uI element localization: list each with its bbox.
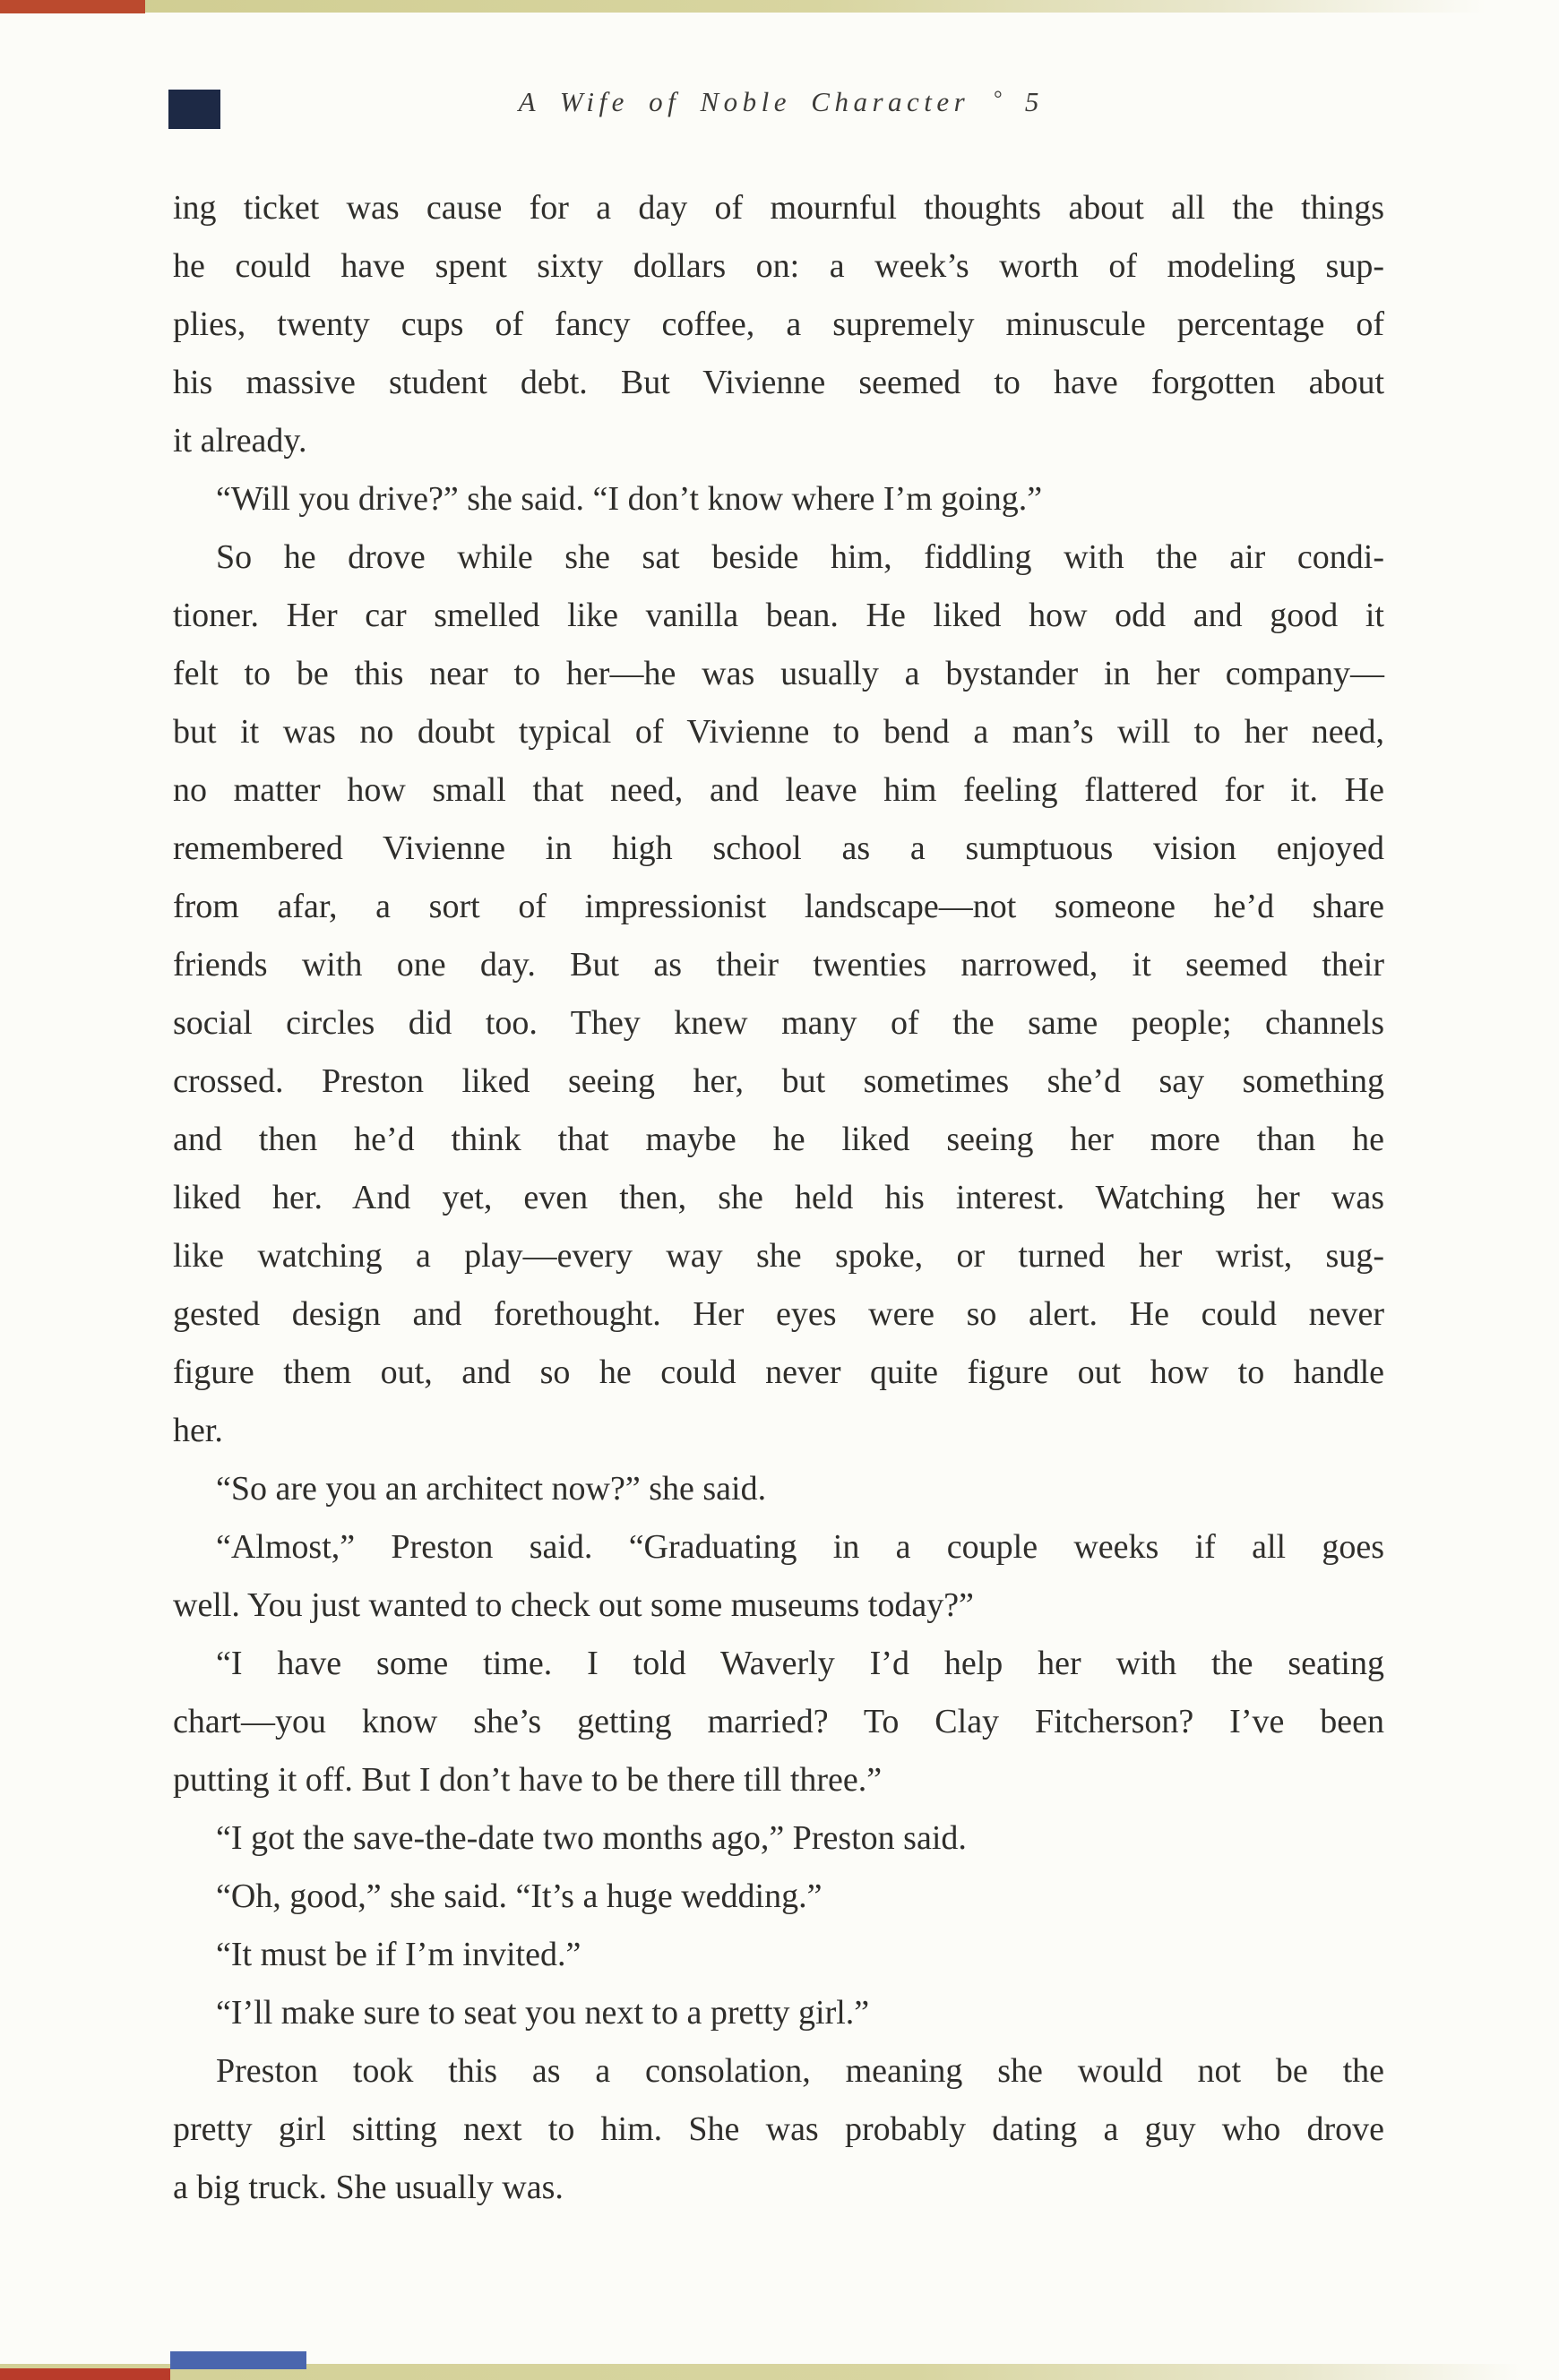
scan-edge-bottom-left-red bbox=[0, 2368, 170, 2380]
text-line: felt to be this near to her—he was usually a bystander in her company— bbox=[173, 655, 1384, 692]
paragraph bbox=[173, 1809, 1384, 1868]
text-line: her. bbox=[173, 1412, 223, 1449]
text-line: plies, twenty cups of fancy coffee, a supremely minuscule percentage of bbox=[173, 305, 1384, 343]
text-line: he could have spent sixty dollars on: a week’s worth of modeling sup- bbox=[173, 247, 1384, 285]
page-number: 5 bbox=[1024, 86, 1039, 117]
text-line: “I got the save-the-date two months ago,” Preston said. bbox=[216, 1819, 967, 1857]
paragraph bbox=[173, 1926, 1384, 1984]
text-line: “It must be if I’m invited.” bbox=[216, 1936, 581, 1973]
paragraph bbox=[173, 1460, 1384, 1518]
scan-edge-bottom-blue bbox=[170, 2351, 306, 2369]
text-line: putting it off. But I don’t have to be there till three.” bbox=[173, 1761, 883, 1799]
paragraph bbox=[173, 179, 1384, 470]
text-line: but it was no doubt typical of Vivienne to bend a man’s will to her need, bbox=[173, 713, 1384, 751]
paragraph bbox=[173, 1984, 1384, 2042]
text-line: gested design and forethought. Her eyes were so alert. He could never bbox=[173, 1295, 1384, 1333]
text-line: pretty girl sitting next to him. She was probably dating a guy who drove bbox=[173, 2110, 1384, 2148]
text-line: So he drove while she sat beside him, fiddling with the air condi- bbox=[216, 538, 1384, 576]
running-head bbox=[173, 86, 1384, 118]
book-title: A Wife of Noble Character bbox=[518, 86, 970, 117]
body-text bbox=[173, 179, 1384, 2217]
text-line: crossed. Preston liked seeing her, but sometimes she’d say something bbox=[173, 1062, 1384, 1100]
text-line: “I’ll make sure to seat you next to a pretty girl.” bbox=[216, 1994, 870, 2032]
text-line: a big truck. She usually was. bbox=[173, 2169, 564, 2206]
text-line: liked her. And yet, even then, she held his interest. Watching her was bbox=[173, 1179, 1384, 1216]
paragraph bbox=[173, 1635, 1384, 1809]
text-line: tioner. Her car smelled like vanilla bean. He liked how odd and good it bbox=[173, 597, 1384, 634]
text-line: “So are you an architect now?” she said. bbox=[216, 1470, 767, 1508]
header-separator: ° bbox=[993, 88, 1002, 111]
text-line: from afar, a sort of impressionist landscape—not someone he’d share bbox=[173, 888, 1384, 925]
scan-edge-top bbox=[0, 0, 1487, 13]
paragraph bbox=[173, 1868, 1384, 1926]
text-line: social circles did too. They knew many of the same people; channels bbox=[173, 1004, 1384, 1042]
text-line: “Will you drive?” she said. “I don’t know where I’m going.” bbox=[216, 480, 1043, 518]
text-line: ing ticket was cause for a day of mournful thoughts about all the things bbox=[173, 189, 1384, 227]
text-line: “Almost,” Preston said. “Graduating in a couple weeks if all goes bbox=[216, 1528, 1384, 1566]
scan-edge-top-left-red bbox=[0, 0, 145, 13]
text-line: like watching a play—every way she spoke, or turned her wrist, sug- bbox=[173, 1237, 1384, 1275]
text-line: no matter how small that need, and leave him feeling flattered for it. He bbox=[173, 771, 1384, 809]
paragraph bbox=[173, 1518, 1384, 1635]
paragraph bbox=[173, 470, 1384, 528]
text-line: “Oh, good,” she said. “It’s a huge wedding.” bbox=[216, 1877, 823, 1915]
text-line: figure them out, and so he could never quite figure out how to handle bbox=[173, 1353, 1384, 1391]
text-line: his massive student debt. But Vivienne seemed to have forgotten about bbox=[173, 364, 1384, 401]
paragraph bbox=[173, 528, 1384, 1460]
text-line: “I have some time. I told Waverly I’d help her with the seating bbox=[216, 1645, 1384, 1682]
text-line: friends with one day. But as their twenties narrowed, it seemed their bbox=[173, 946, 1384, 984]
text-line: Preston took this as a consolation, meaning she would not be the bbox=[216, 2052, 1384, 2090]
text-line: it already. bbox=[173, 422, 307, 460]
text-line: well. You just wanted to check out some museums today?” bbox=[173, 1586, 974, 1624]
text-line: remembered Vivienne in high school as a sumptuous vision enjoyed bbox=[173, 829, 1384, 867]
text-line: and then he’d think that maybe he liked seeing her more than he bbox=[173, 1121, 1384, 1158]
text-line: chart—you know she’s getting married? To Clay Fitcherson? I’ve been bbox=[173, 1703, 1384, 1740]
paragraph bbox=[173, 2042, 1384, 2217]
